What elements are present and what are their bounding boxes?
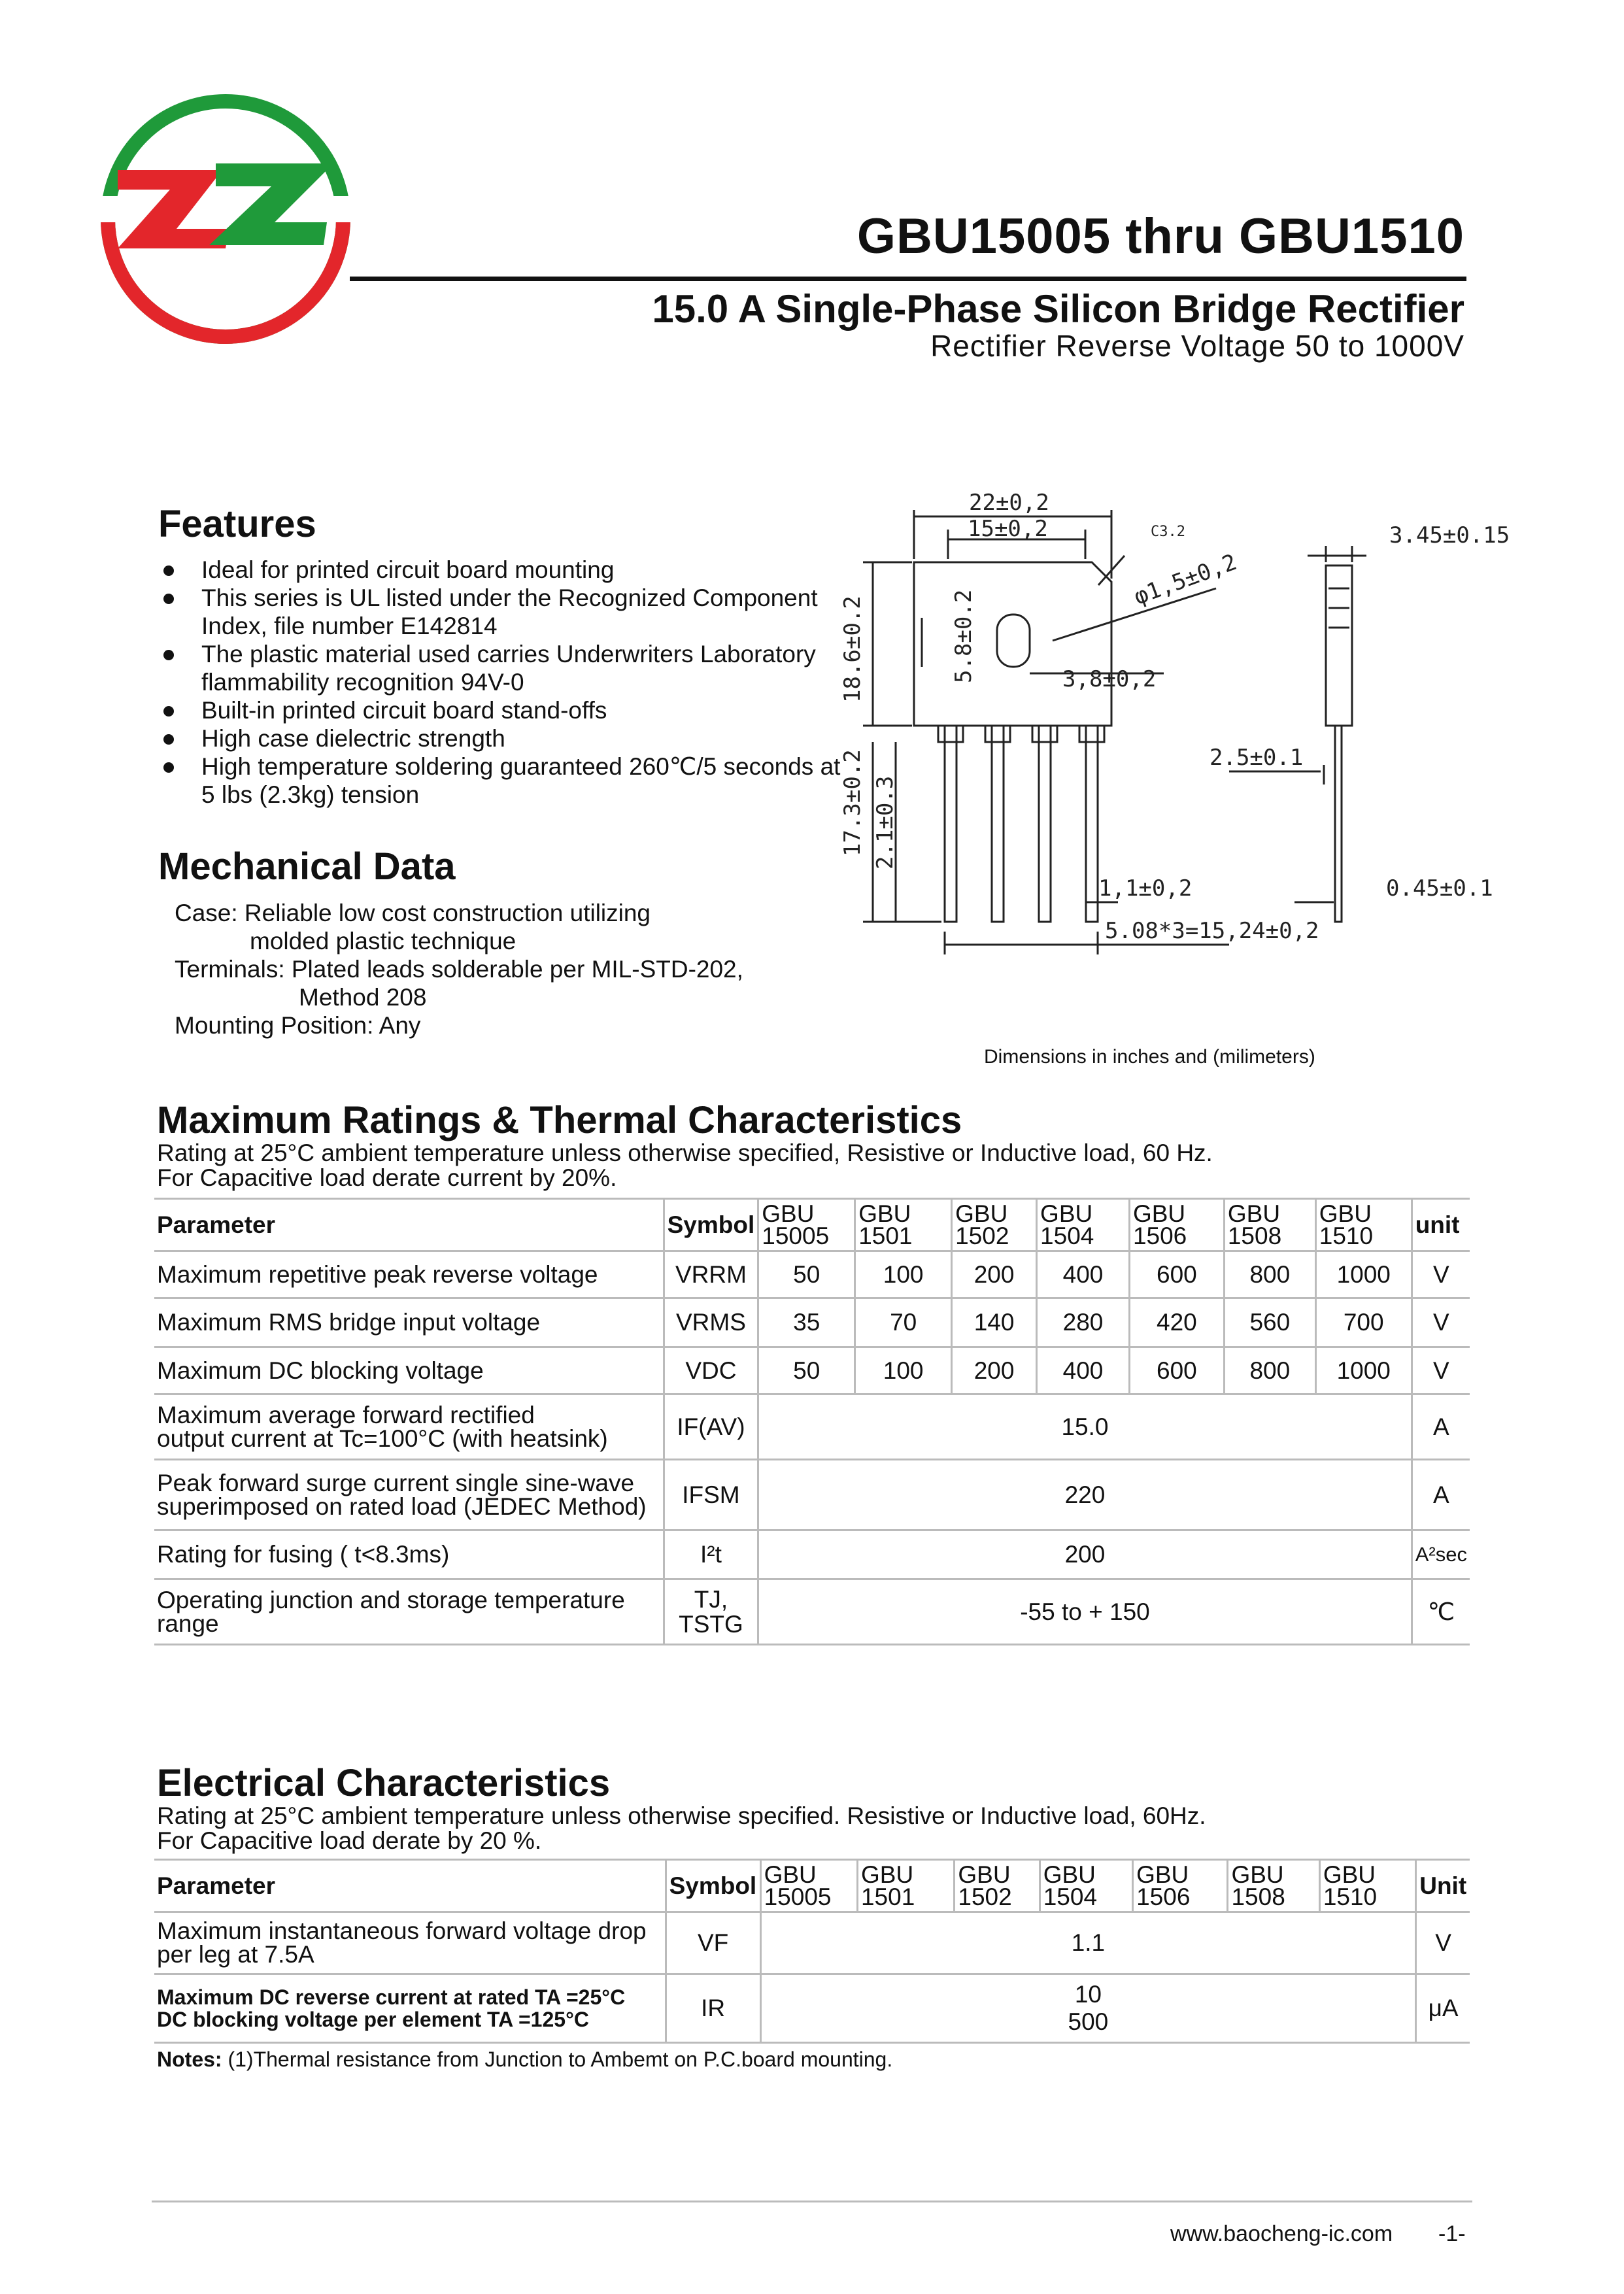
notes: Notes: (1)Thermal resistance from Junction to Ambemt on P.C.board mounting. — [157, 2048, 893, 2071]
dim-lead-height: 17.3±0.2 — [839, 749, 866, 856]
dim-chamfer: C3.2 — [1151, 524, 1185, 540]
table-row: Maximum RMS bridge input voltage VRMS 35 70 140 280 420 560 700 V — [154, 1298, 1470, 1347]
ratings-note-2: For Capacitive load derate current by 20%. — [157, 1164, 617, 1191]
electrical-note-2: For Capacitive load derate by 20 %. — [157, 1827, 542, 1854]
header-part: GBU 1501 — [857, 1860, 954, 1912]
electrical-header-row — [154, 1860, 1470, 1912]
mech-terminals-2: Method 208 — [299, 984, 427, 1011]
header-part: GBU 1506 — [1133, 1860, 1228, 1912]
features-list — [158, 556, 858, 809]
document-title: GBU15005 thru GBU1510 — [856, 209, 1464, 264]
mech-mounting: Mounting Position: Any — [175, 1012, 421, 1039]
footer-divider — [152, 2201, 1472, 2202]
dim-lead-width: 1,1±0,2 — [1098, 875, 1193, 902]
dim-pitch: 5.08*3=15,24±0,2 — [1105, 918, 1319, 944]
ratings-table — [154, 1198, 1470, 1645]
features-heading: Features — [158, 503, 316, 545]
table-row: Maximum instantaneous forward voltage drop per leg at 7.5A VF 1.1 V — [154, 1912, 1470, 1974]
table-row: Rating for fusing ( t<8.3ms) I²t 200 A²sec — [154, 1530, 1470, 1579]
dim-standoff: 2.1±0.3 — [872, 775, 898, 869]
footer-page-number: -1- — [1438, 2221, 1466, 2246]
table-row: Peak forward surge current single sine-wave superimposed on rated load (JEDEC Method) IFSM 220 A — [154, 1460, 1470, 1530]
dim-hole: φ1,5±0,2 — [1130, 548, 1240, 611]
ratings-note-1: Rating at 25°C ambient temperature unless otherwise specified, Resistive or Inductive load, 60 Hz. — [157, 1139, 1213, 1166]
mechanical-data — [175, 899, 861, 1039]
header-part: GBU 15005 — [760, 1860, 857, 1912]
table-row: Maximum repetitive peak reverse voltage VRRM 50 100 200 400 600 800 1000 V — [154, 1251, 1470, 1298]
header-part: GBU 1502 — [952, 1199, 1037, 1251]
header-part: GBU 1508 — [1224, 1199, 1315, 1251]
header-part: GBU 15005 — [758, 1199, 855, 1251]
dim-body-height: 18.6±0.2 — [839, 596, 866, 703]
table-row: Operating junction and storage temperature range TJ, TSTG -55 to + 150 ℃ — [154, 1579, 1470, 1645]
feature-item: High case dielectric strength — [158, 724, 858, 752]
dim-thickness: 3.45±0.15 — [1389, 522, 1510, 548]
header-part: GBU 1501 — [855, 1199, 952, 1251]
document-subtitle: 15.0 A Single-Phase Silicon Bridge Rectifier — [652, 287, 1464, 331]
header-part: GBU 1502 — [955, 1860, 1040, 1912]
footer-website[interactable]: www.baocheng-ic.com — [1170, 2221, 1393, 2246]
electrical-table — [154, 1859, 1470, 2044]
table-row: Maximum average forward rectified output current at Tc=100°C (with heatsink) IF(AV) 15.0 A — [154, 1394, 1470, 1460]
electrical-note — [157, 1804, 1464, 1853]
mech-case: Case: Reliable low cost construction utilizing — [175, 900, 651, 926]
header-part: GBU 1510 — [1315, 1199, 1412, 1251]
header-parameter: Parameter — [154, 1860, 666, 1912]
dimensions-caption: Dimensions in inches and (milimeters) — [984, 1046, 1315, 1068]
header-unit: Unit — [1416, 1860, 1470, 1912]
ratings-heading: Maximum Ratings & Thermal Characteristics — [157, 1099, 962, 1141]
ratings-note — [157, 1141, 1464, 1190]
dim-inner: 15±0,2 — [968, 516, 1048, 542]
header-symbol: Symbol — [664, 1199, 758, 1251]
header-part: GBU 1504 — [1037, 1199, 1130, 1251]
header-part: GBU 1506 — [1129, 1199, 1224, 1251]
electrical-heading: Electrical Characteristics — [157, 1762, 611, 1804]
header-symbol: Symbol — [666, 1860, 760, 1912]
feature-item: High temperature soldering guaranteed 260℃/5 seconds at 5 lbs (2.3kg) tension — [158, 752, 858, 809]
mech-case-2: molded plastic technique — [250, 928, 516, 954]
package-dimension-diagram — [837, 477, 1523, 954]
header-part: GBU 1510 — [1319, 1860, 1415, 1912]
company-logo — [98, 92, 353, 346]
mech-terminals: Terminals: Plated leads solderable per MIL-STD-202, — [175, 956, 743, 983]
header-unit: unit — [1412, 1199, 1470, 1251]
table-row: Maximum DC blocking voltage VDC 50 100 200 400 600 800 1000 V — [154, 1347, 1470, 1394]
feature-item: Ideal for printed circuit board mounting — [158, 556, 858, 584]
dim-side-offset: 2.5±0.1 — [1210, 745, 1304, 771]
feature-item: The plastic material used carries Underwriters Laboratory flammability recognition 94V-0 — [158, 640, 858, 696]
table-row: Maximum DC reverse current at rated TA =25°C DC blocking voltage per element TA =125°C IR 10 500 μA — [154, 1974, 1470, 2043]
ratings-header-row — [154, 1199, 1470, 1251]
title-divider — [350, 277, 1466, 281]
dim-side-lead: 0.45±0.1 — [1386, 875, 1493, 902]
feature-item: Built-in printed circuit board stand-offs — [158, 696, 858, 724]
header-part: GBU 1504 — [1040, 1860, 1132, 1912]
feature-item: This series is UL listed under the Recognized Component Index, file number E142814 — [158, 584, 858, 640]
header-parameter: Parameter — [154, 1199, 664, 1251]
mechanical-heading: Mechanical Data — [158, 845, 456, 888]
header-part: GBU 1508 — [1228, 1860, 1319, 1912]
dim-width: 22±0,2 — [969, 490, 1049, 516]
dim-slot-width: 3,8±0,2 — [1062, 666, 1157, 692]
dim-slot-height: 5.8±0.2 — [951, 589, 977, 683]
document-subtitle-2: Rectifier Reverse Voltage 50 to 1000V — [930, 329, 1464, 363]
electrical-note-1: Rating at 25°C ambient temperature unless otherwise specified. Resistive or Inductive load, 60Hz. — [157, 1802, 1206, 1829]
